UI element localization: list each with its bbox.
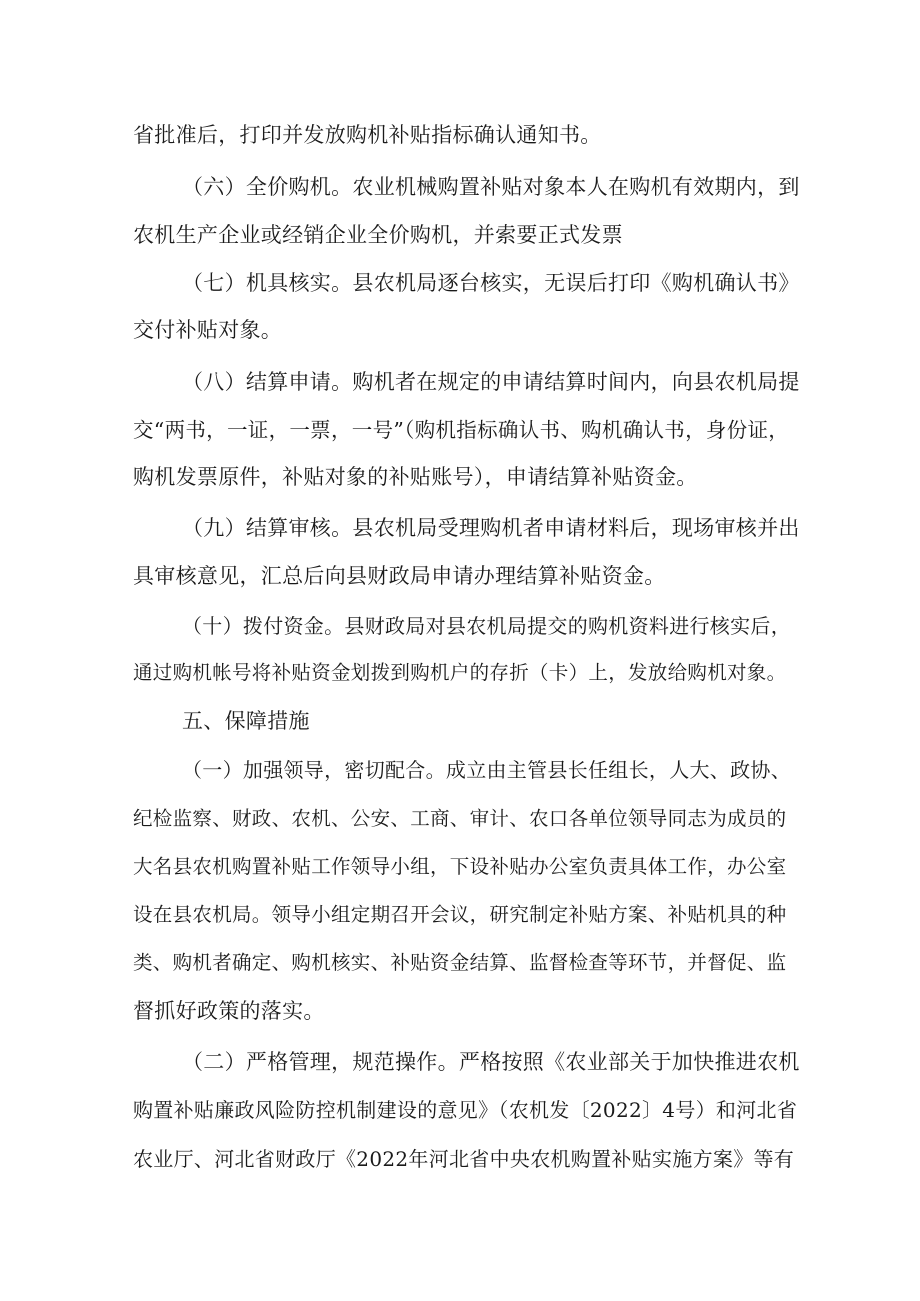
text-line: 大名县农机购置补贴工作领导小组，下设补贴办公室负责具体工作，办公室 — [133, 855, 787, 878]
text-line: 农业厅、河北省财政厅《2022年河北省中央农机购置补贴实施方案》等有 — [133, 1147, 795, 1171]
text-line: 具审核意见，汇总后向县财政局申请办理结算补贴资金。 — [133, 564, 666, 588]
text-line: 交付补贴对象。 — [133, 318, 283, 342]
text-line: 通过购机帐号将补贴资金划拨到购机户的存折（卡）上，发放给购机对象。 — [133, 661, 787, 684]
text-line: 省批准后，打印并发放购机补贴指标确认通知书。 — [133, 123, 602, 147]
text-line: （二）严格管理，规范操作。严格按照《农业部关于加快推进农机 — [182, 1050, 800, 1074]
text-line: 购置补贴廉政风险防控机制建设的意见》（农机发〔2022〕4号）和河北省 — [133, 1098, 798, 1122]
text-line: 农机生产企业或经销企业全价购机，并索要正式发票 — [133, 223, 623, 247]
text-line: 督抓好政策的落实。 — [133, 999, 325, 1023]
text-line: （九）结算审核。县农机局受理购机者申请材料后，现场审核并出 — [182, 516, 800, 540]
text-line: 纪检监察、财政、农机、公安、工商、审计、农口各单位领导同志为成员的 — [133, 807, 787, 830]
text-line: 类、购机者确定、购机核实、补贴资金结算、监督检查等环节，并督促、监 — [133, 951, 787, 974]
text-line: 设在县农机局。领导小组定期召开会议，研究制定补贴方案、补贴机具的种 — [133, 903, 787, 926]
text-line: （六）全价购机。农业机械购置补贴对象本人在购机有效期内，到 — [182, 175, 800, 199]
text-line: 交“两书，一证，一票，一号”（购机指标确认书、购机确认书，身份证， — [133, 418, 790, 442]
text-line: 购机发票原件，补贴对象的补贴账号），申请结算补贴资金。 — [133, 465, 698, 489]
section-heading: 五、保障措施 — [182, 709, 310, 733]
text-line: （七）机具核实。县农机局逐台核实，无误后打印《购机确认书》 — [182, 271, 800, 295]
text-line: （一）加强领导，密切配合。成立由主管县长任组长，人大、政协、 — [182, 758, 791, 782]
text-line: （十）拨付资金。县财政局对县农机局提交的购机资料进行核实后， — [182, 614, 791, 638]
text-line: （八）结算申请。购机者在规定的申请结算时间内，向县农机局提 — [182, 370, 800, 394]
